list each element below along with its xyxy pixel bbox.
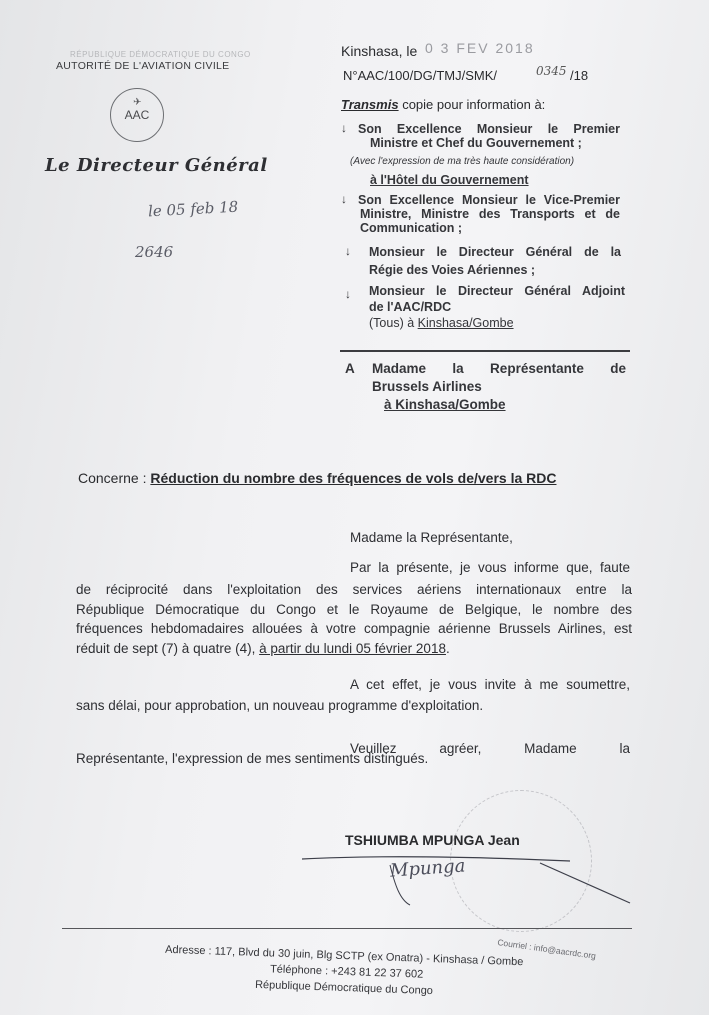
recipient-deputy-director [369, 283, 625, 331]
director-title: Le Directeur Général [45, 155, 268, 176]
arrow-icon: ↓ [345, 287, 351, 301]
paragraph-line: Veuillez agréer, Madame la [350, 741, 630, 756]
subject-text: Réduction du nombre des fréquences de vols de/vers la RDC [150, 470, 557, 486]
salutation: Madame la Représentante, [350, 530, 513, 545]
paragraph-line: de réciprocité dans l'exploitation des services aériens internationaux entre la [76, 582, 632, 597]
arrow-icon: ↓ [341, 121, 347, 135]
addressee-line: à Kinshasa/Gombe [384, 397, 506, 412]
recipient-prime-minister [358, 122, 620, 150]
paragraph-2-line-1 [350, 677, 630, 692]
reference-suffix: /18 [570, 68, 589, 83]
transmis-label: Transmis [341, 97, 399, 112]
recipient-place: Kinshasa/Gombe [417, 316, 514, 330]
separator-line [340, 350, 630, 352]
recipient-vice-prime-minister [358, 193, 620, 235]
logo-text: AAC [124, 108, 150, 122]
footer-divider [62, 928, 632, 929]
reference-number: 0345 [536, 64, 567, 78]
transmis-line [341, 97, 545, 112]
subject-line [78, 470, 556, 486]
paragraph-2-line-2: sans délai, pour approbation, un nouveau programme d'exploitation. [76, 698, 484, 713]
recipient-line: Régie des Voies Aériennes ; [369, 263, 536, 277]
recipient-line: Communication ; [360, 221, 463, 235]
recipient-rva-director [369, 243, 621, 279]
recipient-line: Ministre, Ministre des Transports et de [360, 207, 620, 221]
paragraph-line: . [445, 640, 450, 656]
addressee-block [372, 360, 626, 414]
handwritten-signature: Mpunga [389, 855, 467, 882]
recipient-line: Monsieur le Directeur Général de la [369, 245, 621, 259]
subject-label: Concerne : [78, 470, 147, 486]
recipient-line: Ministre et Chef du Gouvernement ; [370, 136, 582, 150]
addressee-prefix: A [345, 361, 355, 376]
aac-logo [110, 88, 164, 142]
dateline-place: Kinshasa, le [341, 43, 418, 59]
paragraph-line: réduit de sept (7) à quatre (4), [76, 640, 260, 656]
footer-phone: Téléphone : +243 81 22 37 602 [269, 963, 424, 981]
footer-address: Adresse : 117, Blvd du 30 juin, Blg SCTP (ex Onatra) - Kinshasa / Gombe [164, 943, 524, 969]
recipient-line: Son Excellence Monsieur le Premier [358, 122, 620, 136]
effective-date: à partir du lundi 05 février 2018 [259, 640, 446, 656]
paragraph-line: République Démocratique du Congo et le Royaume de Belgique, le nombre des [76, 601, 632, 617]
recipient-note: (Avec l'expression de ma très haute considération) [350, 156, 575, 167]
signature-strokes [300, 845, 640, 915]
handwritten-number: 2646 [135, 243, 174, 261]
paragraph-line: Par la présente, je vous informe que, faute [350, 560, 630, 575]
recipient-line: Son Excellence Monsieur le Vice-Premier [358, 193, 620, 207]
paragraph-3-line-2: Représentante, l'expression de mes sentiments distingués. [76, 751, 429, 766]
arrow-icon: ↓ [341, 192, 347, 206]
recipient-line: de l'AAC/RDC [369, 300, 452, 314]
transmis-rest: copie pour information à: [402, 97, 546, 112]
footer-country: République Démocratique du Congo [254, 978, 434, 998]
footer-email: Courriel : info@aacrdc.org [496, 937, 597, 961]
addressee-line: Madame la Représentante de [372, 361, 626, 376]
recipient-line: Monsieur le Directeur Général Adjoint [369, 284, 625, 298]
arrow-icon: ↓ [345, 244, 351, 258]
reference-prefix: N°AAC/100/DG/TMJ/SMK/ [343, 68, 498, 83]
addressee-line: Brussels Airlines [372, 379, 482, 394]
handwritten-date: le 05 feb 18 [147, 197, 239, 221]
paragraph-line: fréquences hebdomadaires allouées à votre compagnie aérienne Brussels Airlines, est [76, 621, 632, 636]
recipient-line: (Tous) à [369, 316, 418, 330]
paragraph-line: A cet effet, je vous invite à me soumettre, [350, 677, 630, 692]
signatory-name: TSHIUMBA MPUNGA Jean [345, 832, 520, 848]
paragraph-1-line-1 [350, 560, 630, 575]
header-country-faint: RÉPUBLIQUE DÉMOCRATIQUE DU CONGO [70, 50, 251, 59]
paragraph-1 [76, 580, 632, 658]
airplane-icon: ✈ [133, 97, 142, 108]
header-organization: AUTORITÉ DE L'AVIATION CIVILE [56, 60, 230, 72]
recipient-place: à l'Hôtel du Gouvernement [370, 173, 529, 187]
dateline-stamped-date: 0 3 FEV 2018 [425, 40, 535, 56]
